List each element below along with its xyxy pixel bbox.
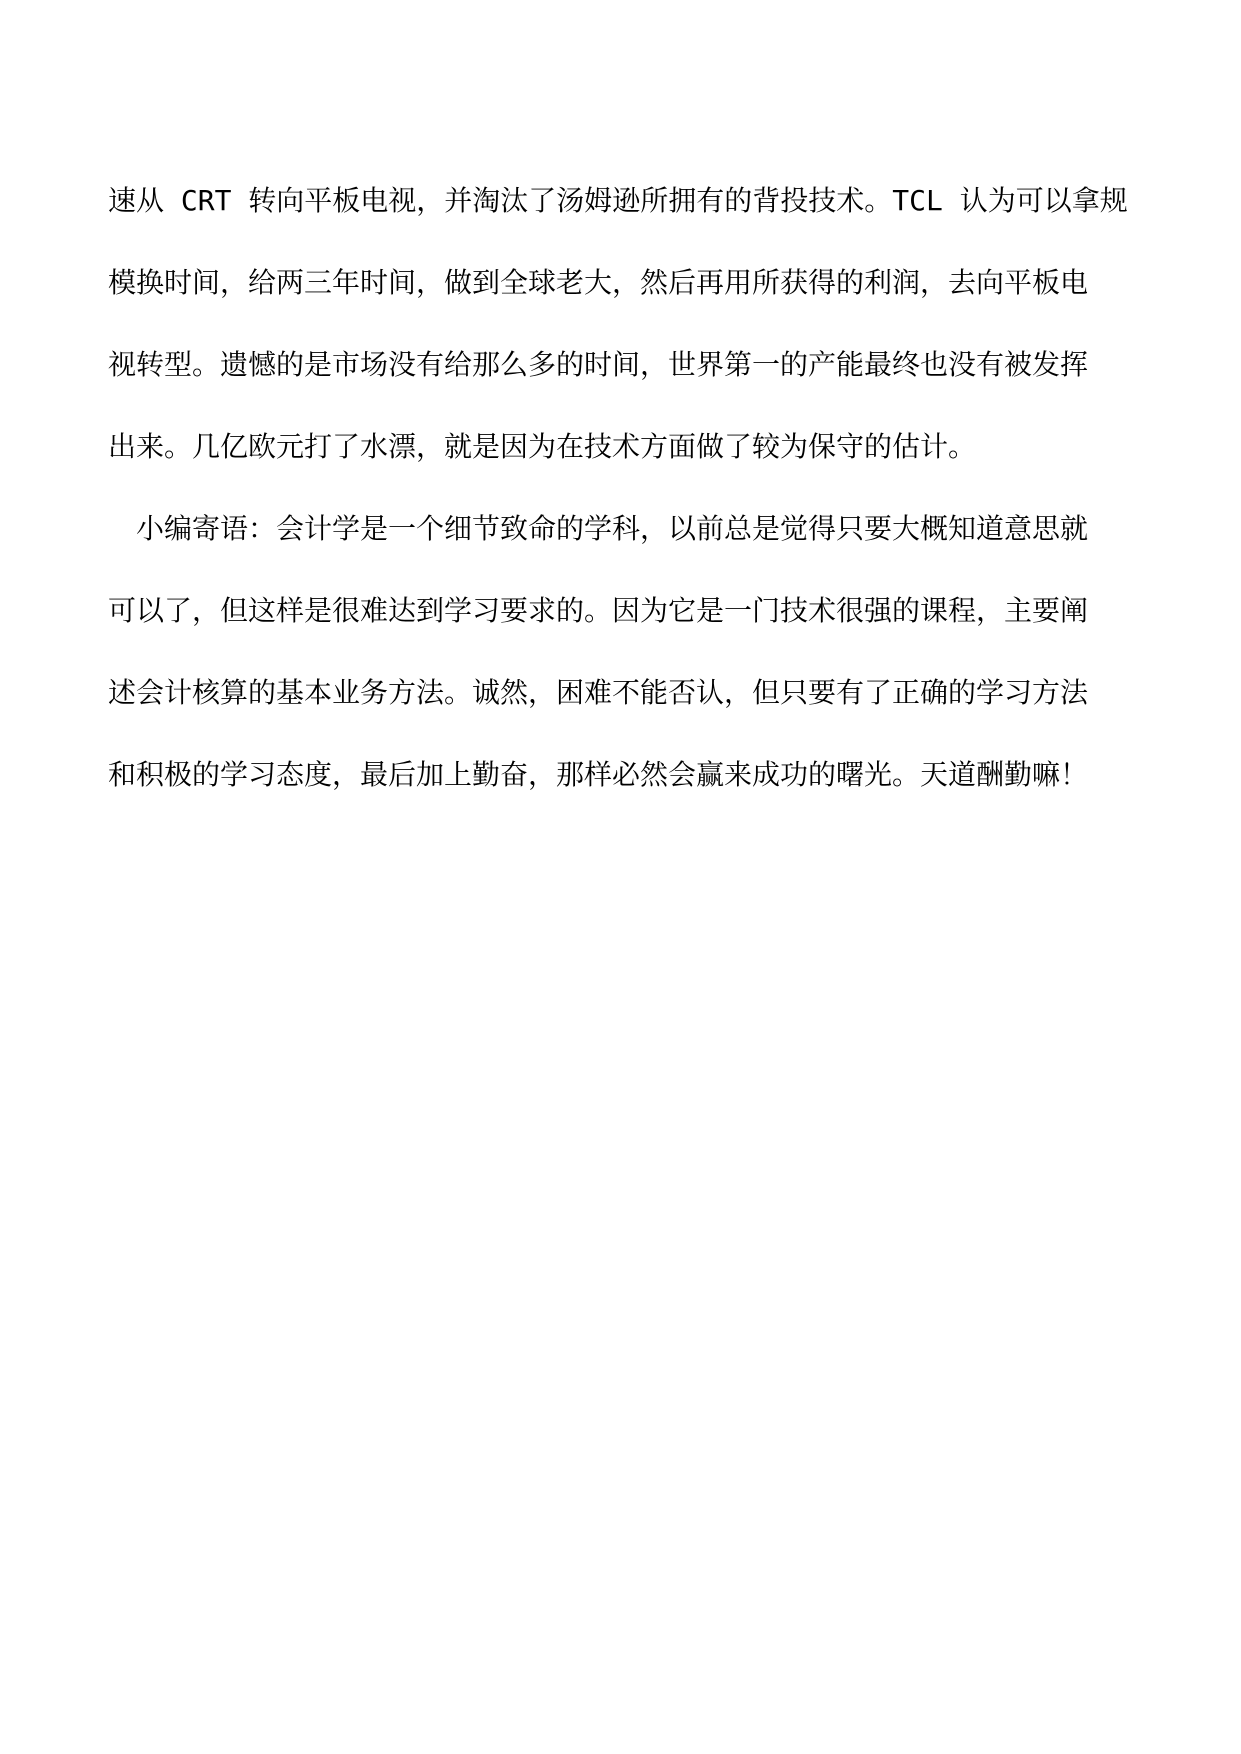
text-line: 小编寄语：会计学是一个细节致命的学科，以前总是觉得只要大概知道意思就 — [136, 512, 1089, 545]
text-line: 出来。几亿欧元打了水漂，就是因为在技术方面做了较为保守的估计。 — [108, 430, 977, 463]
text-line: 和积极的学习态度，最后加上勤奋，那样必然会赢来成功的曙光。天道酬勤嘛！ — [108, 758, 1089, 791]
body-text — [108, 160, 1138, 816]
text-line: 视转型。遗憾的是市场没有给那么多的时间，世界第一的产能最终也没有被发挥 — [108, 348, 1089, 381]
text-line: 述会计核算的基本业务方法。诚然，困难不能否认，但只要有了正确的学习方法 — [108, 676, 1089, 709]
text-line: 速从 CRT 转向平板电视，并淘汰了汤姆逊所拥有的背投技术。TCL 认为可以拿规 — [108, 184, 1128, 217]
text-line: 可以了，但这样是很难达到学习要求的。因为它是一门技术很强的课程，主要阐 — [108, 594, 1089, 627]
paragraph-tcl-story — [108, 160, 1138, 488]
text-line: 模换时间，给两三年时间，做到全球老大，然后再用所获得的利润，去向平板电 — [108, 266, 1089, 299]
paragraph-editor-note — [108, 488, 1138, 816]
